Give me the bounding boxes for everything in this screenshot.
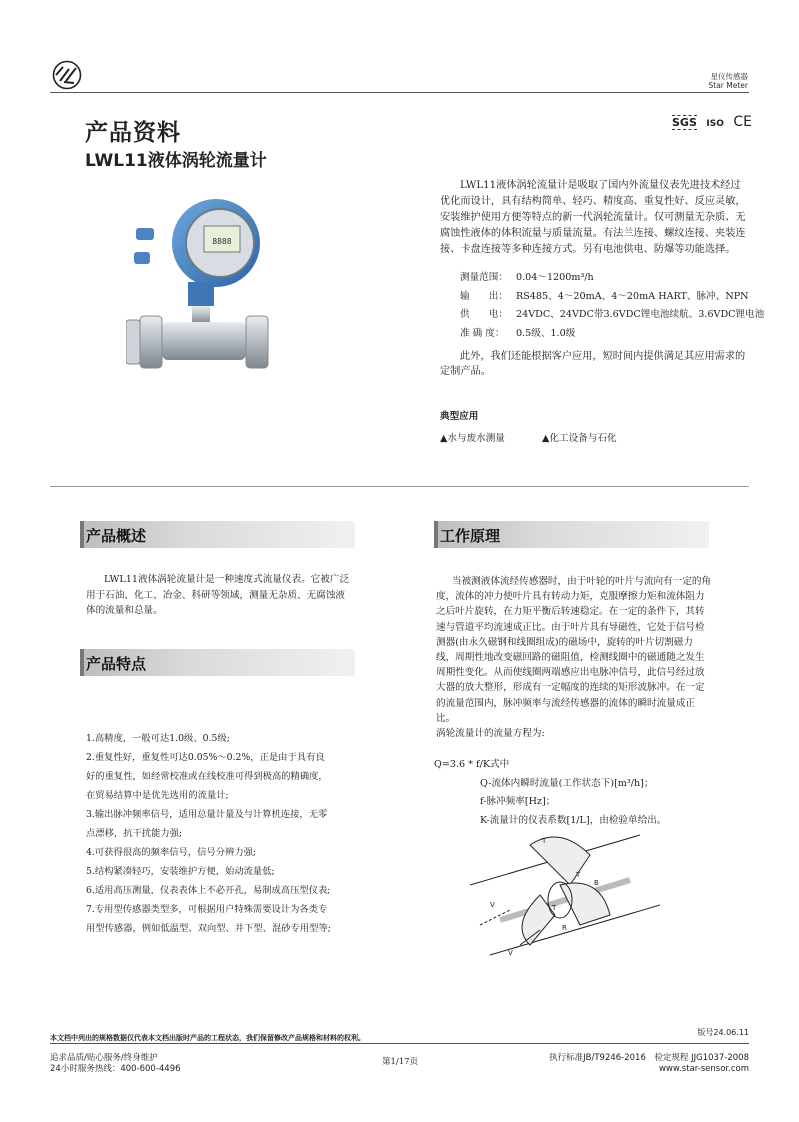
work-paragraph: 当被测液体流经传感器时，由于叶轮的叶片与流向有一定的角度，流体的冲力使叶片具有转动力矩，克服摩擦力矩和流体阻力之后叶片旋转，在力矩平衡后转速稳定。在一定的条件下，其转速与管道平均流速成正比。由于叶片具有导磁性，它处于信号检测器(由永久磁钢和线圈组成)的磁场中，旋转的叶片切割磁力线，周期性地改变磁回路的磁阻值，检测线圈中的磁通随之发生周期性变化。从而使线圈两端感应出电脉冲信号，此信号经过放大器的放大整形，形成有一定幅度的连续的矩形波脉冲。在一定的流量范围内，脉冲频率与流经传感器的流体的瞬时流量成正比。 <box>436 576 712 724</box>
features-heading-bar <box>80 649 355 676</box>
service-slogan: 追求品质/贴心服务/终身维护 <box>50 1053 158 1063</box>
formula-def: K-流量计的仪表系数[1/L]，由检验单给出。 <box>480 814 667 826</box>
typical-app-item: ▲化工设备与石化 <box>542 433 617 444</box>
formula-equation: Q=3.6 * f/K式中 <box>434 759 510 770</box>
svg-text:V: V <box>508 949 513 957</box>
work-heading-bar <box>434 521 709 548</box>
feature-line: 6.适用高压测量，仪表表体上不必开孔，易制成高压型仪表; <box>86 885 331 896</box>
svg-text:T: T <box>552 904 557 912</box>
version-number: 版号24.06.11 <box>697 1028 749 1037</box>
svg-text:T: T <box>542 837 547 845</box>
spec-row-output: 输 出： RS485、4～20mA、4～20mA HART、脉冲、NPN <box>460 290 749 302</box>
intro-paragraph: LWL11液体涡轮流量计是吸取了国内外流量仪表先进技术经过优化而设计，具有结构简单、轻巧、精度高、重复性好、反应灵敏，安装维护使用方便等特点的新一代涡轮流量计。仅可测量无杂质、无腐蚀性液体的体积流量与质量流量。有法兰连接、螺纹连接、夹装连接、卡盘连接等多种连接方式。另有电池供电、防爆等功能选择。 <box>440 180 746 255</box>
svg-text:R: R <box>562 924 567 932</box>
product-subtitle: LWL11液体涡轮流量计 <box>85 151 267 171</box>
svg-text:B: B <box>594 879 599 887</box>
custom-note: 此外，我们还能根据客户应用，短时间内提供满足其应用需求的定制产品。 <box>440 351 746 377</box>
feature-line: 1.高精度，一般可达1.0级、0.5级; <box>86 733 230 744</box>
spec-row-accuracy: 准 确 度： 0.5级、1.0级 <box>460 327 576 339</box>
brand-cn: 星仪传感器 <box>710 72 748 81</box>
typical-app-title: 典型应用 <box>440 411 479 422</box>
disclaimer: 本文档中列出的规格数据仅代表本文档出版时产品的工程状态，我们保留修改产品规格和材料的权利。 <box>50 1034 365 1042</box>
page-number: 第1/17页 <box>382 1057 419 1067</box>
work-heading: 工作原理 <box>440 527 501 545</box>
feature-line: 在贸易结算中是优先选用的流量计; <box>86 790 229 801</box>
footer-divider <box>50 1043 749 1044</box>
features-heading: 产品特点 <box>86 655 147 673</box>
work-equation-intro: 涡轮流量计的流量方程为: <box>436 728 545 740</box>
service-info <box>50 1053 181 1075</box>
feature-line: 5.结构紧凑轻巧，安装维护方便，始动流量低; <box>86 866 275 877</box>
standard-text: 执行标准JB/T9246-2016 检定规程 JJG1037-2008 <box>549 1053 749 1063</box>
turbine-diagram <box>470 815 660 963</box>
feature-line: 用型传感器，例如低温型、双向型、井下型、混砂专用型等; <box>86 923 331 934</box>
feature-line: 3.输出脉冲频率信号，适用总量计量及与计算机连接，无零 <box>86 809 328 820</box>
spec-list <box>460 269 764 343</box>
spec-row-range: 测量范围： 0.04～1200m³/h <box>460 272 594 283</box>
formula-def: f-脉冲频率[Hz]； <box>480 796 556 807</box>
formula-def: Q-流体内瞬时流量(工作状态下)[m³/h]； <box>480 777 654 789</box>
overview-heading-bar <box>80 521 355 548</box>
svg-text:T: T <box>576 871 581 879</box>
svg-text:8888: 8888 <box>212 237 232 246</box>
header-divider <box>50 92 749 93</box>
sgs-cert-icon: SGS <box>672 116 697 129</box>
feature-line: 7.专用型传感器类型多，可根据用户特殊需要设计为各类专 <box>86 904 328 915</box>
service-hotline: 24小时服务热线：400-600-4496 <box>50 1064 181 1074</box>
overview-heading: 产品概述 <box>86 527 147 545</box>
overview-text: LWL11液体涡轮流量计是一种速度式流量仪表。它被广泛用于石油、化工、冶金、科研等领域，测量无杂质、无腐蚀液体的流量和总量。 <box>86 574 350 616</box>
standard-info <box>549 1053 749 1075</box>
typical-app-item: ▲水与废水测量 <box>440 433 505 444</box>
section-divider <box>50 486 749 487</box>
work-text <box>436 574 712 741</box>
page-title: 产品资料 <box>85 120 181 146</box>
company-logo-icon <box>50 60 84 90</box>
brand-en: Star Meter <box>708 81 748 90</box>
feature-line: 点漂移，抗干扰能力强; <box>86 828 183 839</box>
ce-cert-icon: CE <box>733 114 752 130</box>
cert-badges <box>672 114 758 130</box>
feature-line: 好的重复性，如经常校准或在线校准可得到极高的精确度， <box>86 771 328 782</box>
features-list <box>86 729 360 938</box>
brand-block <box>709 72 749 90</box>
spec-row-power: 供 电： 24VDC、24VDC带3.6VDC锂电池续航、3.6VDC锂电池 <box>460 309 765 320</box>
feature-line: 2.重复性好，重复性可达0.05%～0.2%，正是由于具有良 <box>86 752 325 763</box>
product-image <box>126 198 274 408</box>
svg-text:V: V <box>490 901 495 909</box>
typical-app-list <box>440 430 651 444</box>
feature-line: 4.可获得很高的频率信号，信号分辨力强; <box>86 847 257 858</box>
iso-cert-icon: ISO <box>706 119 724 129</box>
website-link[interactable]: www.star-sensor.com <box>658 1064 749 1074</box>
